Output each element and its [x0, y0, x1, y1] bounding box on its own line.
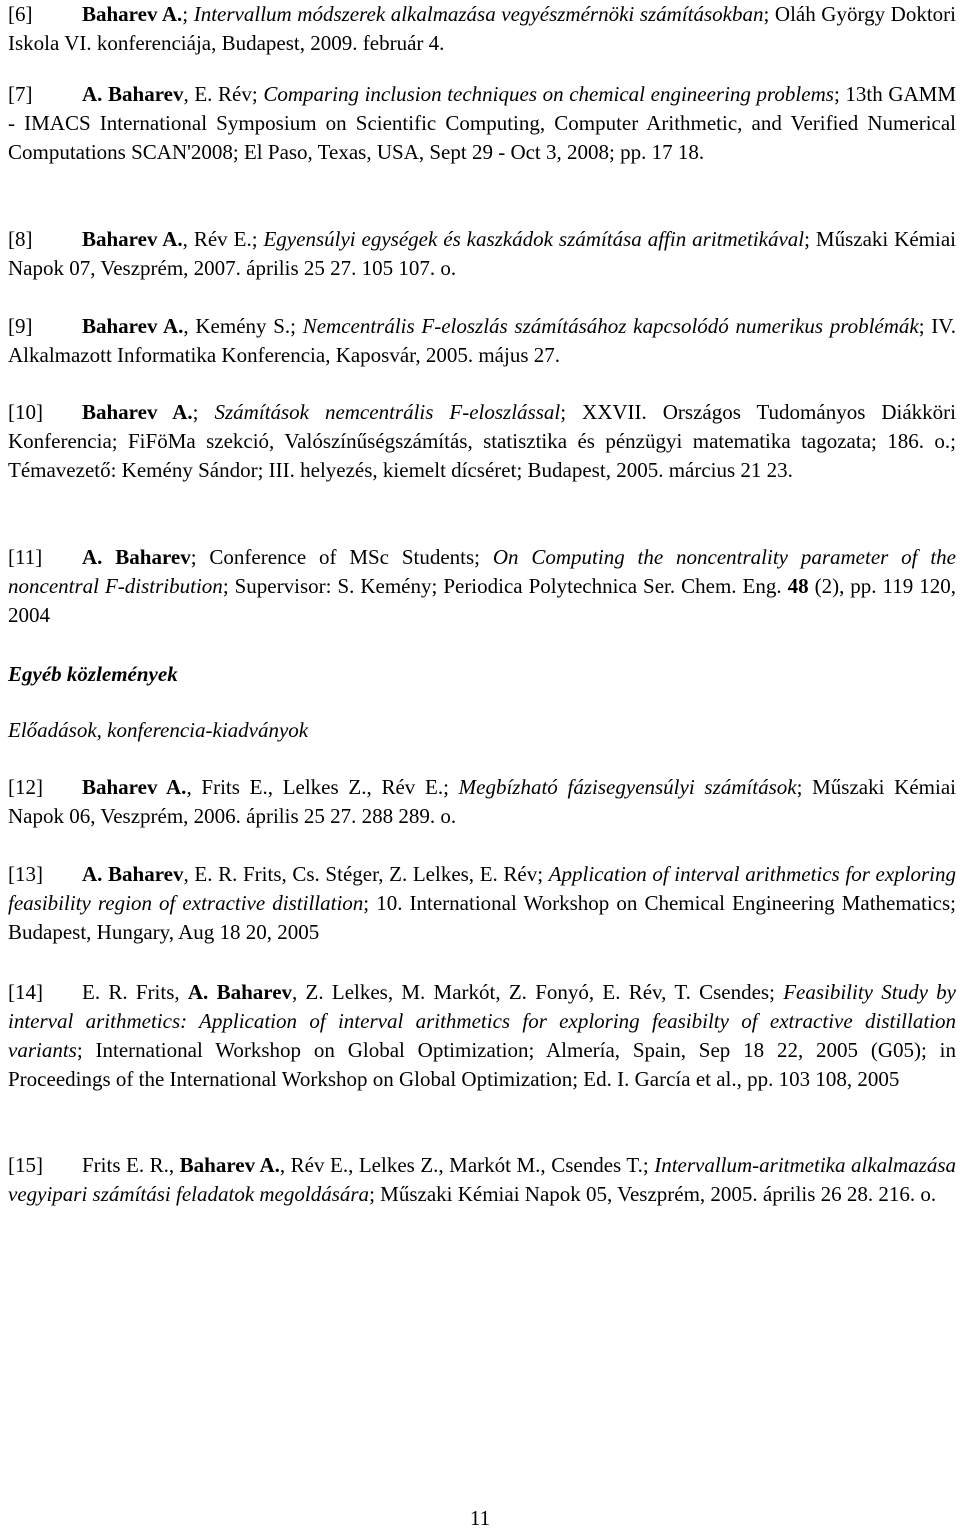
- reference-text: (2), pp. 119 120, 2004: [8, 574, 956, 627]
- reference-text: ; Oláh György Doktori Iskola VI. konferenciája, Budapest, 2009. február 4.: [8, 2, 956, 55]
- reference-text: ; 13th GAMM - IMACS International Symposium on Scientific Computing, Computer Arithmetic, and Verified Numerical Computations SCAN'2008; El Paso, Texas, USA, Sept 29 - Oct 3, 2008; pp. 17 18.: [8, 82, 956, 164]
- reference-ref-7: [8, 80, 956, 167]
- reference-title: Intervallum módszerek alkalmazása vegyészmérnöki számításokban: [193, 2, 764, 26]
- reference-title: Comparing inclusion techniques on chemical engineering problems: [263, 82, 834, 106]
- reference-text: , Rév E.;: [182, 227, 264, 251]
- reference-text: ; XXVII. Országos Tudományos Diákköri Konferencia; FiFöMa szekció, Valószínűségszámítás, statisztika és pénzügyi matematika tagozata; 186. o.; Témavezető: Kemény Sándor; III. helyezés, kiemelt dícséret; Budapest, 2005. március 21 23.: [8, 400, 956, 482]
- reference-text: ; International Workshop on Global Optimization; Almería, Spain, Sep 18 22, 2005 (G05); in Proceedings of the International Workshop on Global Optimization; Ed. I. García et al., pp. 103 108, 2005: [8, 1038, 956, 1091]
- reference-ref-12: [8, 773, 956, 831]
- reference-title: Intervallum-aritmetika alkalmazása vegyipari számítási feladatok megoldására: [8, 1153, 957, 1206]
- reference-ref-13: [8, 860, 956, 947]
- reference-text: ; Supervisor: S. Kemény; Periodica Polytechnica Ser. Chem. Eng.: [222, 574, 788, 598]
- reference-number: [9]: [8, 314, 33, 338]
- reference-title: On Computing the noncentrality parameter of the noncentral F-distribution: [8, 545, 956, 598]
- reference-text: , E. R. Frits, Cs. Stéger, Z. Lelkes, E. Rév;: [183, 862, 549, 886]
- reference-number: [14]: [8, 980, 43, 1004]
- author-name: A. Baharev: [82, 545, 191, 569]
- reference-text: ;: [182, 2, 194, 26]
- reference-text: ; Műszaki Kémiai Napok 06, Veszprém, 2006. április 25 27. 288 289. o.: [8, 775, 956, 828]
- reference-text: , Frits E., Lelkes Z., Rév E.;: [186, 775, 459, 799]
- reference-title: Feasibility Study by interval arithmetics: Application of interval arithmetics for exploring feasibilty of extractive distillation variants: [8, 980, 956, 1062]
- author-name: Baharev A.: [82, 2, 183, 26]
- reference-number: [11]: [8, 545, 43, 569]
- reference-ref-14: [8, 978, 956, 1094]
- author-name: Baharev A.: [82, 400, 193, 424]
- reference-ref-11: [8, 543, 956, 630]
- author-name: Baharev A.: [82, 227, 183, 251]
- page-number: 11: [469, 1506, 491, 1530]
- author-name: A. Baharev: [187, 980, 293, 1004]
- author-name: Baharev A.: [82, 775, 187, 799]
- reference-text: , Kemény S.;: [183, 314, 303, 338]
- reference-title: Application of interval arithmetics for exploring feasibility region of extractive distillation: [8, 862, 956, 915]
- reference-number: [13]: [8, 862, 43, 886]
- reference-title: Megbízható fázisegyensúlyi számítások: [458, 775, 797, 799]
- reference-text: , Z. Lelkes, M. Markót, Z. Fonyó, E. Rév, T. Csendes;: [292, 980, 784, 1004]
- reference-text: ; Műszaki Kémiai Napok 07, Veszprém, 2007. április 25 27. 105 107. o.: [8, 227, 956, 280]
- reference-text: , E. Rév;: [183, 82, 264, 106]
- subsection-heading: Előadások, konferencia-kiadványok: [8, 718, 309, 742]
- reference-ref-15: [8, 1151, 956, 1209]
- reference-title: Számítások nemcentrális F-eloszlással: [214, 400, 561, 424]
- author-name: Baharev A.: [82, 314, 184, 338]
- reference-ref-8: [8, 225, 956, 283]
- reference-text: ; 10. International Workshop on Chemical Engineering Mathematics; Budapest, Hungary, Aug 18 20, 2005: [8, 891, 957, 944]
- author-name: 48: [787, 574, 809, 598]
- reference-ref-10: [8, 398, 956, 485]
- reference-number: [7]: [8, 82, 33, 106]
- reference-number: [6]: [8, 2, 33, 26]
- reference-text: Frits E. R.,: [82, 1153, 180, 1177]
- reference-text: E. R. Frits,: [82, 980, 188, 1004]
- reference-text: ; Műszaki Kémiai Napok 05, Veszprém, 2005. április 26 28. 216. o.: [369, 1182, 937, 1206]
- reference-text: ;: [192, 400, 215, 424]
- reference-ref-6: [8, 0, 956, 58]
- author-name: A. Baharev: [82, 862, 184, 886]
- reference-ref-9: [8, 312, 956, 370]
- reference-text: , Rév E., Lelkes Z., Markót M., Csendes T.;: [279, 1153, 655, 1177]
- reference-text: ; Conference of MSc Students;: [190, 545, 493, 569]
- reference-text: ; IV. Alkalmazott Informatika Konferencia, Kaposvár, 2005. május 27.: [8, 314, 956, 367]
- reference-number: [12]: [8, 775, 43, 799]
- reference-number: [8]: [8, 227, 33, 251]
- section-heading: Egyéb közlemények: [8, 662, 178, 686]
- reference-number: [15]: [8, 1153, 43, 1177]
- reference-number: [10]: [8, 400, 43, 424]
- author-name: A. Baharev: [82, 82, 184, 106]
- author-name: Baharev A.: [179, 1153, 280, 1177]
- reference-title: Egyensúlyi egységek és kaszkádok számítása affin aritmetikával: [263, 227, 805, 251]
- reference-title: Nemcentrális F-eloszlás számításához kapcsolódó numerikus problémák: [302, 314, 919, 338]
